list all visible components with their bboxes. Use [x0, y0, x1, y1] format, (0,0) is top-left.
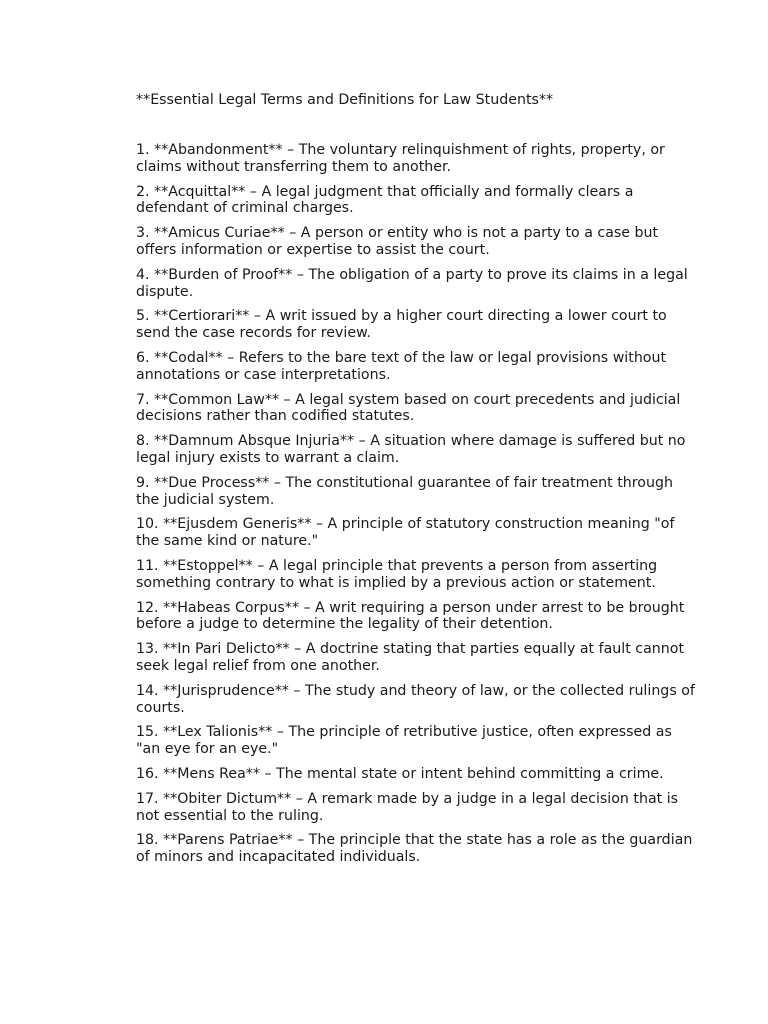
term-item: 1. **Abandonment** – The voluntary relinquishment of rights, property, or claims without transferring them to another.	[136, 142, 665, 175]
document-title: **Essential Legal Terms and Definitions for Law Students**	[136, 92, 554, 108]
term-item: 3. **Amicus Curiae** – A person or entity who is not a party to a case but offers information or expertise to assist the court.	[136, 225, 659, 258]
document-page	[136, 91, 696, 866]
term-item: 17. **Obiter Dictum** – A remark made by a judge in a legal decision that is not essential to the ruling.	[136, 790, 679, 824]
term-item: 8. **Damnum Absque Injuria** – A situation where damage is suffered but no legal injury exists to warrant a claim.	[136, 433, 686, 466]
term-item: 6. **Codal** – Refers to the bare text of the law or legal provisions without annotations or case interpretations.	[136, 349, 667, 383]
term-item: 14. **Jurisprudence** – The study and theory of law, or the collected rulings of courts.	[136, 682, 695, 716]
term-item: 12. **Habeas Corpus** – A writ requiring a person under arrest to be brought before a judge to determine the legality of their detention.	[136, 599, 685, 633]
term-item: 16. **Mens Rea** – The mental state or intent behind committing a crime.	[136, 765, 664, 782]
term-item: 13. **In Pari Delicto** – A doctrine stating that parties equally at fault cannot seek legal relief from one another.	[136, 641, 685, 674]
term-item: 18. **Parens Patriae** – The principle that the state has a role as the guardian of minors and incapacitated individuals.	[136, 832, 693, 866]
term-item: 11. **Estoppel** – A legal principle that prevents a person from asserting something contrary to what is implied by a previous action or statement.	[136, 557, 658, 591]
term-item: 4. **Burden of Proof** – The obligation of a party to prove its claims in a legal dispute.	[136, 266, 688, 300]
term-item: 10. **Ejusdem Generis** – A principle of statutory construction meaning "of the same kind or nature."	[136, 516, 675, 550]
terms-list	[136, 142, 696, 874]
term-item: 5. **Certiorari** – A writ issued by a higher court directing a lower court to send the case records for review.	[136, 308, 667, 342]
term-item: 9. **Due Process** – The constitutional guarantee of fair treatment through the judicial system.	[136, 474, 673, 508]
term-item: 15. **Lex Talionis** – The principle of retributive justice, often expressed as "an eye for an eye."	[136, 724, 672, 758]
term-item: 7. **Common Law** – A legal system based on court precedents and judicial decisions rather than codified statutes.	[136, 391, 681, 425]
term-item: 2. **Acquittal** – A legal judgment that officially and formally clears a defendant of criminal charges.	[136, 183, 634, 217]
